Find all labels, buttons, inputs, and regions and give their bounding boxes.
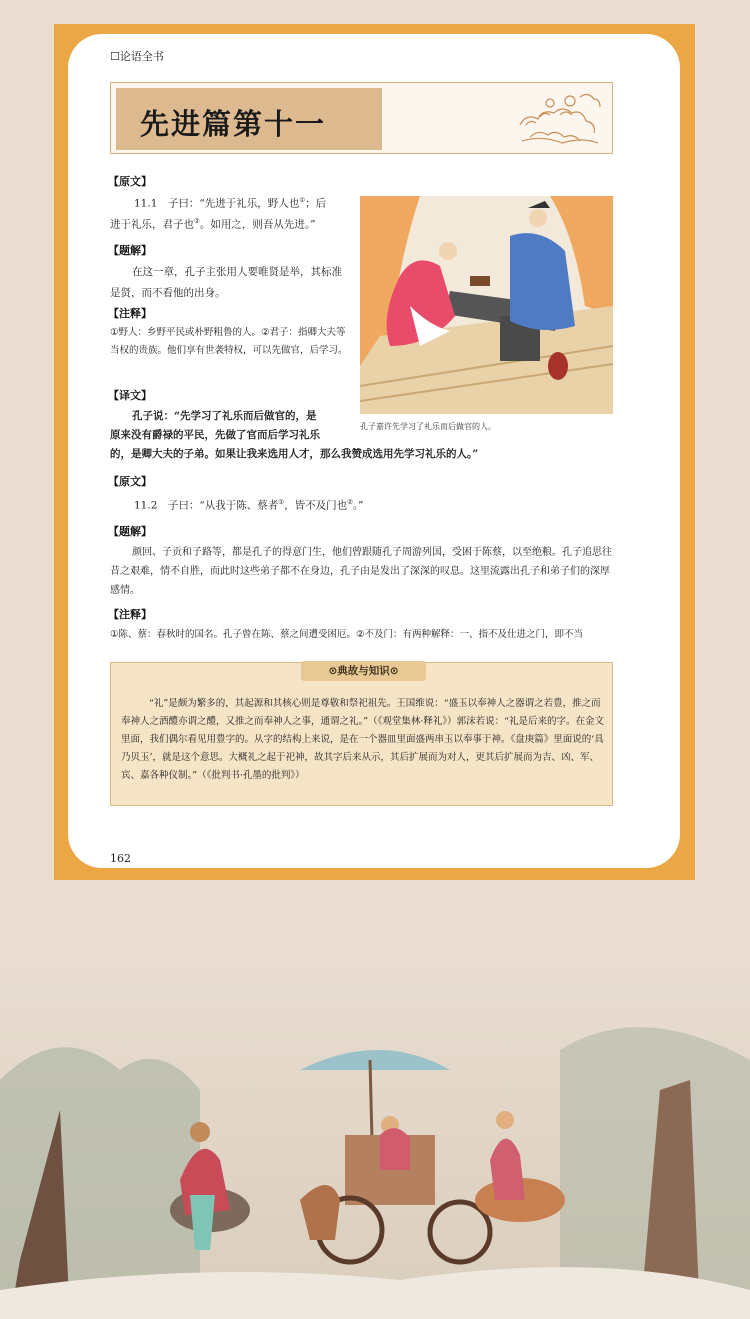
label-explain-1: 【题解】 xyxy=(108,244,152,257)
illustration-caption: 孔子嘉许先学习了礼乐而后做官的人。 xyxy=(360,422,496,431)
footnote-mark: ① xyxy=(299,196,306,204)
footnote-mark: ② xyxy=(194,217,200,225)
illustration-image xyxy=(360,196,613,414)
translation-line-2: 原来没有爵禄的平民，先做了官而后学习礼乐 xyxy=(110,429,320,441)
knowledge-tab: ⊙典故与知识⊙ xyxy=(301,661,426,681)
carriage-painting xyxy=(0,960,750,1319)
original-text-2 xyxy=(134,492,604,517)
chapter-title-band xyxy=(110,82,613,154)
explain-text-2: 颜回、子贡和子路等，都是孔子的得意门生，他们曾跟随孔子周游列国，受困于陈蔡，以至绝粮。孔子追思往昔之艰难，情不自胜，而此时这些弟子都不在身边，孔子由是发出了深深的叹息。这里流露出孔子和弟子们的深厚感情。 xyxy=(110,547,612,596)
original-line-2b: 。如用之，则吾从先进。” xyxy=(199,218,316,231)
knowledge-box xyxy=(110,662,613,806)
label-explain-2: 【题解】 xyxy=(108,525,152,538)
label-notes-1: 【注释】 xyxy=(108,307,152,320)
chapter-title-box xyxy=(116,88,382,150)
running-head: ☐论语全书 xyxy=(110,50,164,63)
notes-text-2: ①陈、蔡：春秋时的国名。孔子曾在陈、蔡之间遭受困厄。②不及门：有两种解释：一、指不及仕进之门，即不当 xyxy=(110,629,584,640)
translation-line-3: 的，是卿大夫的子弟。如果让我来选用人才，那么我赞成选用先学习礼乐的人。” xyxy=(110,448,479,460)
notes-text-1: ①野人：乡野平民或朴野粗鲁的人。②君子：指卿大夫等当权的贵族。他们享有世袭特权，可以先做官，后学习。 xyxy=(110,327,348,356)
original-2-a: 11.2 子曰：“从我于陈、蔡者 xyxy=(134,499,279,512)
original-text-1-cont xyxy=(110,211,356,236)
explain-text-1: 在这一章，孔子主张用人要唯贤是举，其标准是贤，而不看他的出身。 xyxy=(110,266,342,299)
footnote-mark: ② xyxy=(347,498,353,506)
knowledge-text: “礼”是颇为繁多的，其起源和其核心则是尊敬和祭祀祖先。王国维说：“盛玉以奉神人之器谓之若豊，推之而奉神人之酒醴亦谓之醴，又推之而奉神人之事，通谓之礼。”（《观堂集林·释礼》）郭沫若说：“礼是后来的字。在金文里面，我们偶尔看见用豊字的。从字的结构上来说，是在一个器皿里面盛两串玉以奉事于神。《盘庚篇》里面说的‘具乃贝玉’，就是这个意思。大概礼之起于祀神，故其字后来从示，其后扩展而为对人，更其后扩展而为吉、凶、军、宾、嘉各种仪制。”（《批判书·孔墨的批判》） xyxy=(121,698,604,781)
original-line-2: 进于礼乐，君子也 xyxy=(110,218,194,231)
original-2-b: ，皆不及门也 xyxy=(284,499,348,512)
translation-line-1: 孔子说：“先学习了礼乐而后做官的，是 xyxy=(132,410,317,422)
label-notes-2: 【注释】 xyxy=(108,608,152,621)
confucius-illustration xyxy=(360,196,613,414)
original-2-c: 。” xyxy=(352,499,364,512)
chapter-title: 先进篇第十一 xyxy=(140,107,327,141)
cloud-ornament-icon xyxy=(510,85,606,149)
page-number: 162 xyxy=(110,852,131,865)
label-original-1: 【原文】 xyxy=(108,175,152,188)
original-line-1b: ；后 xyxy=(305,197,327,210)
label-translation-1: 【译文】 xyxy=(108,389,152,402)
label-original-2: 【原文】 xyxy=(108,475,152,488)
footnote-mark: ① xyxy=(278,498,285,506)
original-line-1: 11.1 子曰：“先进于礼乐，野人也 xyxy=(134,197,300,210)
